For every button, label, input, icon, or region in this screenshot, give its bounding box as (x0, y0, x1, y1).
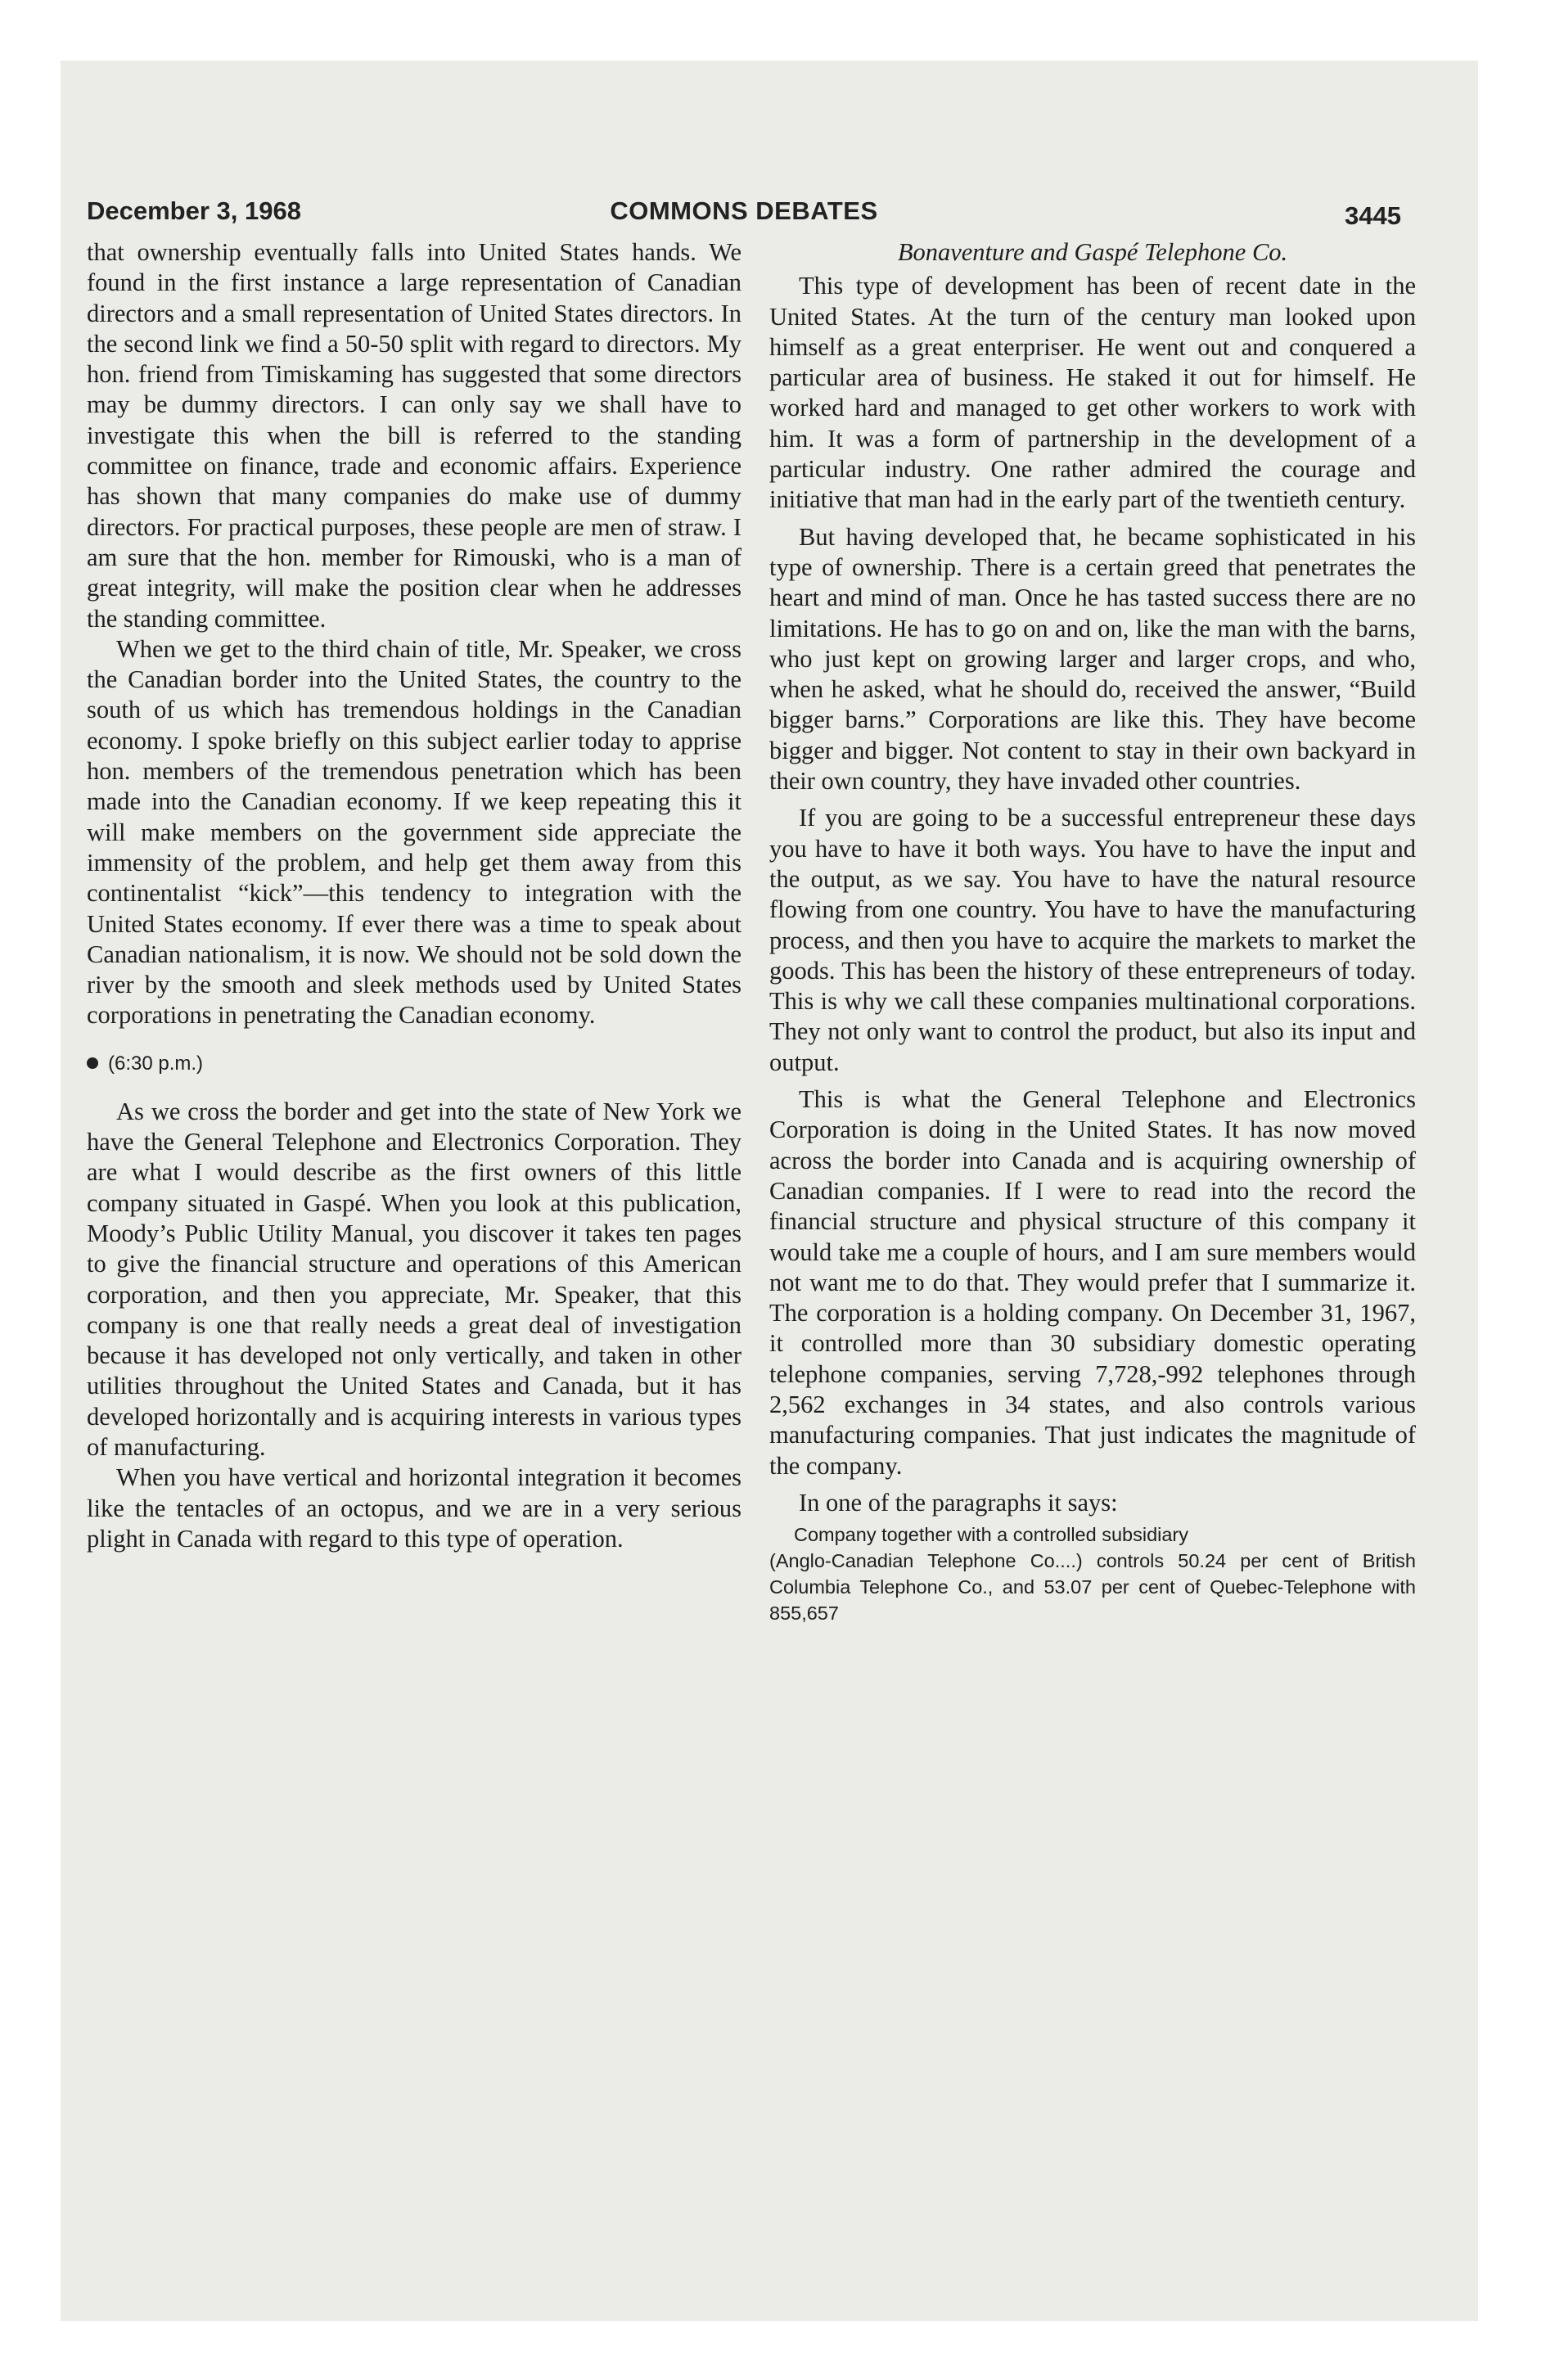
quote-continuation: (Anglo-Canadian Telephone Co....) controls 50.24 per cent of British Columbia Telephone Co., and 53.07 per cent of Quebec-Telephone with 855,657 (769, 1550, 1416, 1625)
left-paragraph-2: When we get to the third chain of title, Mr. Speaker, we cross the Canadian border into the United States, the country to the south of us which has tremendous holdings in the Canadian economy. I spoke briefly on this subject earlier today to apprise hon. members of the tremendous penetration which has been made into the Canadian economy. If we keep repeating this it will make members on the government side appreciate the immensity of the problem, and help get them away from this continentalist “kick”—this tendency to integration with the United States economy. If ever there was a time to speak about Canadian nationalism, it is now. We should not be sold down the river by the smooth and sleek methods used by United States corporations in penetrating the Canadian economy. (87, 634, 741, 1030)
header-date: December 3, 1968 (87, 196, 301, 225)
section-subhead: Bonaventure and Gaspé Telephone Co. (897, 238, 1288, 266)
left-column (87, 237, 741, 1554)
right-paragraph-2: But having developed that, he became sophisticated in his type of ownership. There is a certain greed that penetrates the heart and mind of man. Once he has tasted success there are no limitations. He has to go on and on, like the man with the barns, who just kept on growing larger and larger crops, and who, when he asked, what he should do, received the answer, “Build bigger barns.” Corporations are like this. They have become bigger and bigger. Not content to stay in their own backyard in their own country, they have invaded other countries. (769, 522, 1416, 796)
page-header (87, 196, 1401, 232)
bullet-icon (87, 1057, 98, 1069)
time-marker-text: (6:30 p.m.) (108, 1052, 204, 1075)
left-paragraph-1: that ownership eventually falls into United States hands. We found in the first instance a large representation of Canadian directors and a small representation of United States directors. In the second link we find a 50-50 split with regard to directors. My hon. friend from Timiskaming has suggested that some directors may be dummy directors. I can only say we shall have to investigate this when the bill is referred to the standing committee on finance, trade and economic affairs. Experience has shown that many companies do make use of dummy directors. For practical purposes, these people are men of straw. I am sure that the hon. member for Rimouski, who is a man of great integrity, will make the position clear when he addresses the standing committee. (87, 238, 741, 633)
right-paragraph-5: In one of the paragraphs it says: (799, 1488, 1118, 1517)
page-number: 3445 (1345, 201, 1401, 230)
right-column (769, 237, 1416, 1626)
right-paragraph-4: This is what the General Telephone and Electronics Corporation is doing in the United States. It has now moved across the border into Canada and is acquiring ownership of Canadian companies. If I were to read into the record the financial structure and physical structure of this company it would take me a couple of hours, and I am sure members would not want me to do that. They would prefer that I summarize it. The corporation is a holding company. On December 31, 1967, it controlled more than 30 subsidiary domestic operating telephone companies, serving 7,728,-992 telephones through 2,562 exchanges in 34 states, and also controls various manufacturing companies. That just indicates the magnitude of the company. (769, 1085, 1416, 1480)
time-marker (87, 1049, 741, 1079)
header-title: COMMONS DEBATES (610, 196, 878, 225)
block-quote (769, 1521, 1416, 1626)
quote-first-line: Company together with a controlled subsidiary (794, 1524, 1189, 1546)
left-paragraph-4: When you have vertical and horizontal integration it becomes like the tentacles of an octopus, and we are in a very serious plight in Canada with regard to this type of operation. (87, 1463, 741, 1553)
right-paragraph-1: This type of development has been of recent date in the United States. At the turn of the century man looked upon himself as a great enterpriser. He went out and conquered a particular area of business. He staked it out for himself. He worked hard and managed to get other workers to work with him. It was a form of partnership in the development of a particular industry. One rather admired the courage and initiative that man had in the early part of the twentieth century. (769, 272, 1416, 514)
left-paragraph-3: As we cross the border and get into the state of New York we have the General Telephone and Electronics Corporation. They are what I would describe as the first owners of this little company situated in Gaspé. When you look at this publication, Moody’s Public Utility Manual, you discover it takes ten pages to give the financial structure and operations of this American corporation, and then you appreciate, Mr. Speaker, that this company is one that really needs a great deal of investigation because it has developed not only vertically, and taken in other utilities throughout the United States and Canada, but it has developed horizontally and is acquiring interests in various types of manufacturing. (87, 1097, 741, 1461)
right-paragraph-3: If you are going to be a successful entrepreneur these days you have to have it both ways. You have to have the input and the output, as we say. You have to have the natural resource flowing from one country. You have to have the manufacturing process, and then you have to acquire the markets to market the goods. This has been the history of these entrepreneurs of today. This is why we call these companies multinational corporations. They not only want to control the product, but also its input and output. (769, 804, 1416, 1076)
